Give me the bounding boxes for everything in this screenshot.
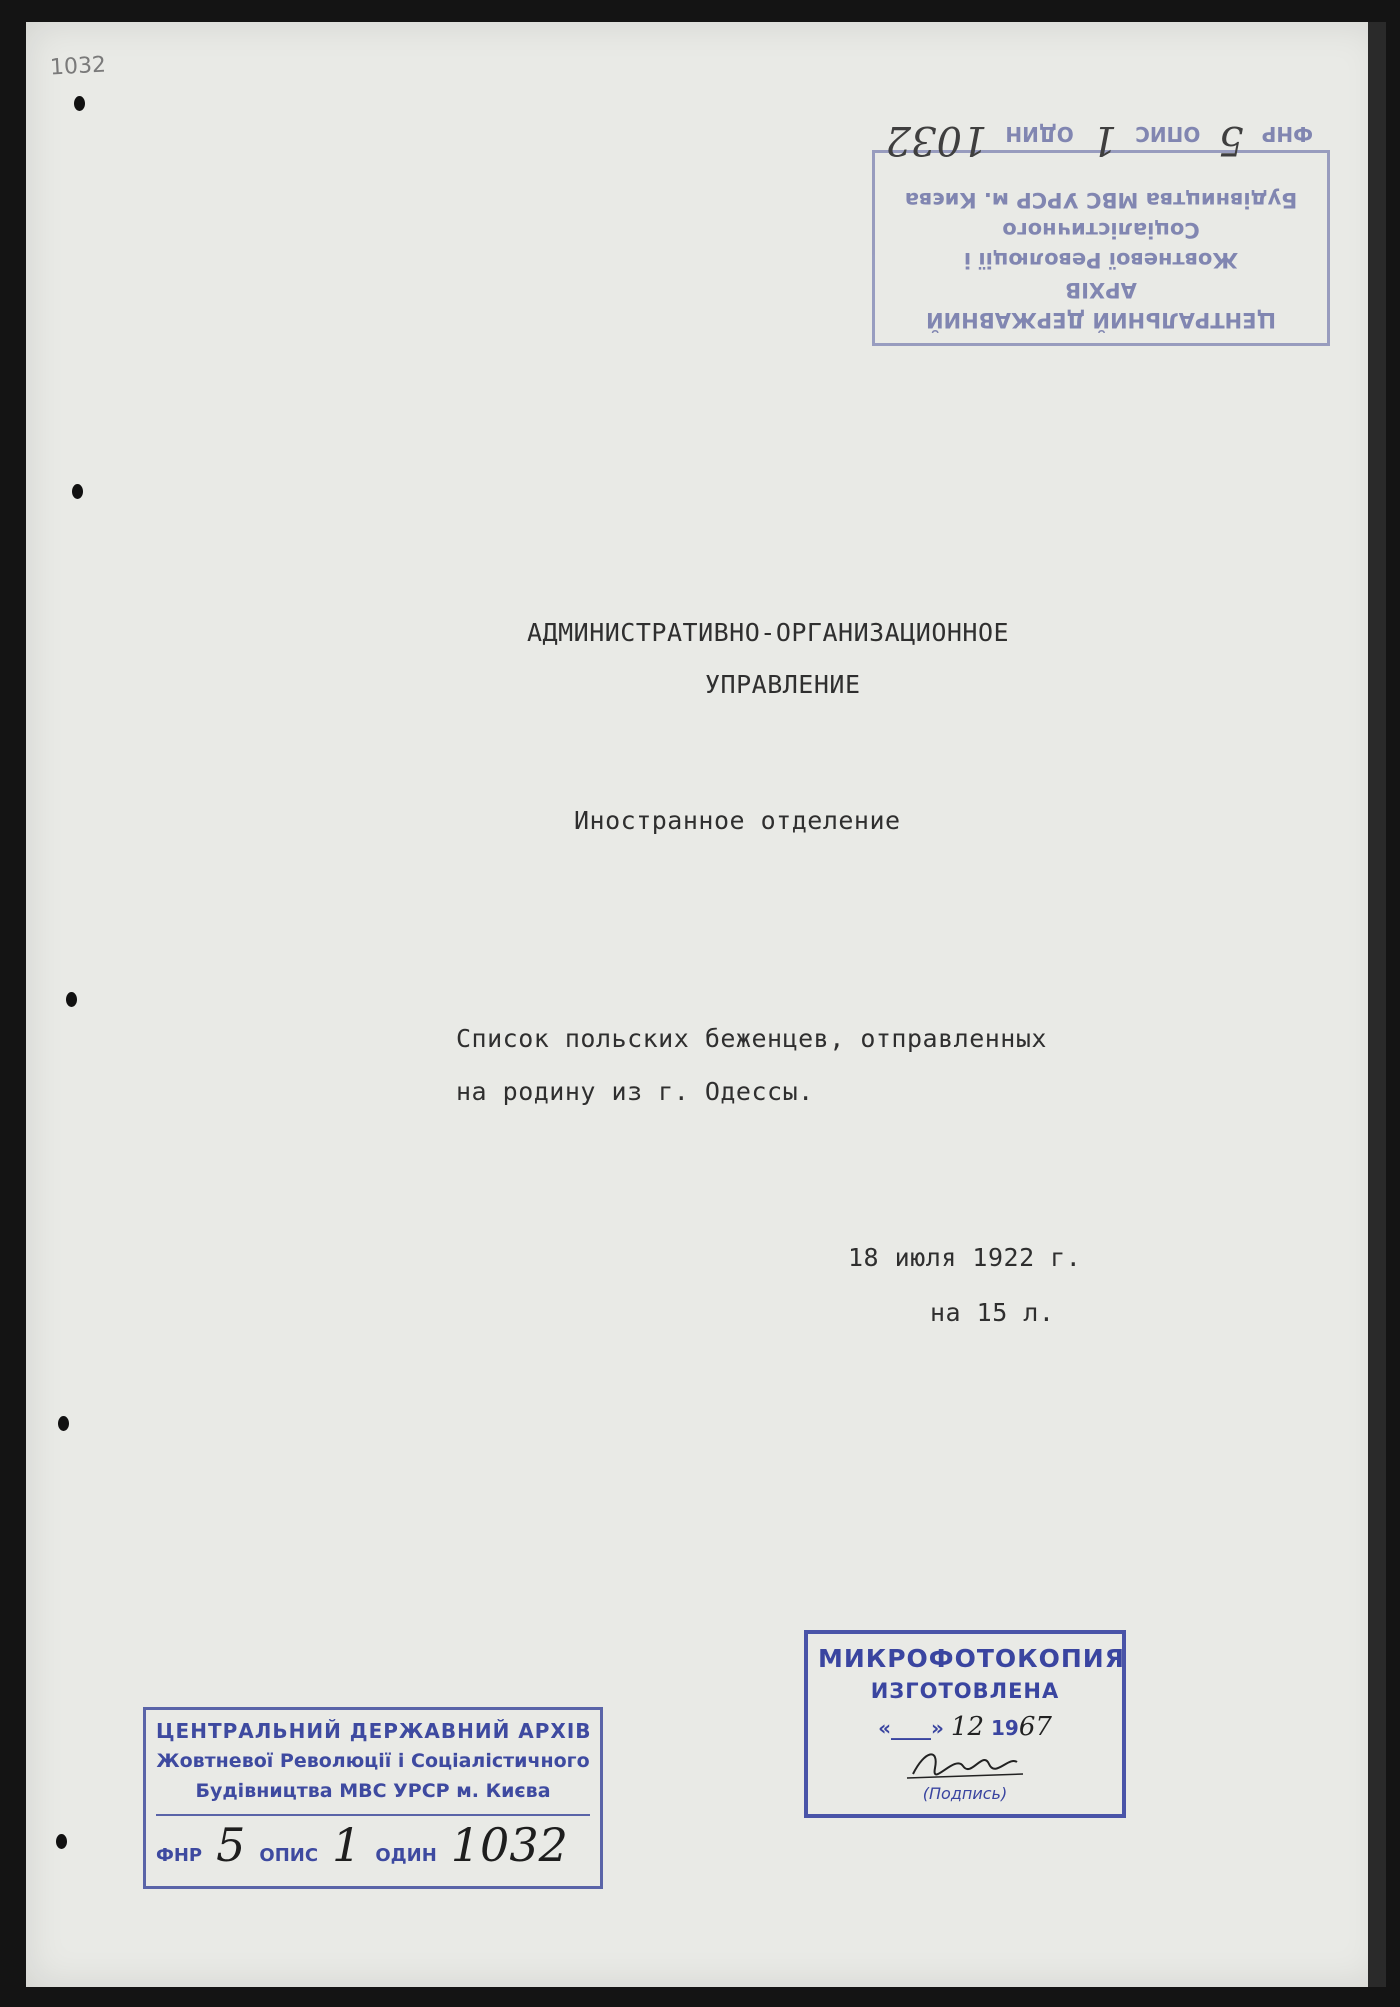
unit-number: 1032 [450,1818,568,1872]
date-month: 12 [950,1712,984,1742]
stamp-line: Будівництва МВС УРСР м. Києва [904,188,1298,212]
microfilm-date [818,1712,1112,1742]
date-year-prefix: 19 [990,1716,1019,1740]
opis-number: 1 [1091,117,1118,163]
punch-hole [56,1834,67,1849]
archive-stamp [143,1707,603,1889]
stamp-line: Жовтневої Революції і Соціалістичного [963,218,1239,272]
date-open-quote: « [878,1716,892,1740]
date-day-blank: ____ [891,1716,932,1740]
unit-label: ОДИН [375,1845,437,1866]
stamp-line: Жовтневої Революції і Соціалістичного [156,1750,590,1772]
fund-number: 5 [1218,117,1244,163]
document-title-line-1: Список польских беженцев, отправленных [456,1024,1047,1053]
punch-hole [58,1416,69,1431]
date-close-quote: » [931,1716,944,1740]
punch-hole [66,992,77,1007]
opis-label: ОПИС [259,1845,319,1866]
stamp-line: ИЗГОТОВЛЕНА [870,1679,1060,1703]
document-date: 18 июля 1922 г. [848,1243,1082,1272]
fund-label: ФНР [156,1845,203,1866]
punch-hole [72,484,83,499]
punch-hole [74,96,85,111]
stamp-registration-row [156,1814,590,1872]
microfilm-stamp [804,1630,1126,1818]
page-count: на 15 л. [930,1298,1055,1327]
archive-stamp-inverted [872,117,1330,346]
opis-label: ОПИС [1135,122,1201,146]
unit-number: 1032 [885,117,988,163]
signature-caption: (Подпись) [922,1784,1008,1803]
stamp-line: ЦЕНТРАЛЬНИЙ ДЕРЖАВНИЙ АРХІВ [156,1719,592,1743]
stamp-line: ЦЕНТРАЛЬНИЙ ДЕРЖАВНИЙ АРХІВ [926,278,1276,332]
department-name: Иностранное отделение [574,806,901,835]
stamp-registration-row [885,117,1313,163]
heading-line-2: УПРАВЛЕНИЕ [705,670,861,699]
signature-scribble [905,1744,1025,1782]
stamp-line: МИКРОФОТОКОПИЯ [818,1644,1125,1673]
date-year: 67 [1018,1712,1052,1742]
fund-number: 5 [216,1818,246,1872]
fund-label: ФНР [1261,122,1313,146]
opis-number: 1 [332,1818,362,1872]
stamp-line: Будівництва МВС УРСР м. Києва [195,1780,551,1802]
page-edge [1368,22,1386,1987]
unit-label: ОДИН [1005,122,1074,146]
document-title-line-2: на родину из г. Одессы. [456,1077,814,1106]
archive-pencil-number: 1032 [49,52,107,81]
heading-line-1: АДМИНИСТРАТИВНО-ОРГАНИЗАЦИОННОЕ [527,618,1010,647]
